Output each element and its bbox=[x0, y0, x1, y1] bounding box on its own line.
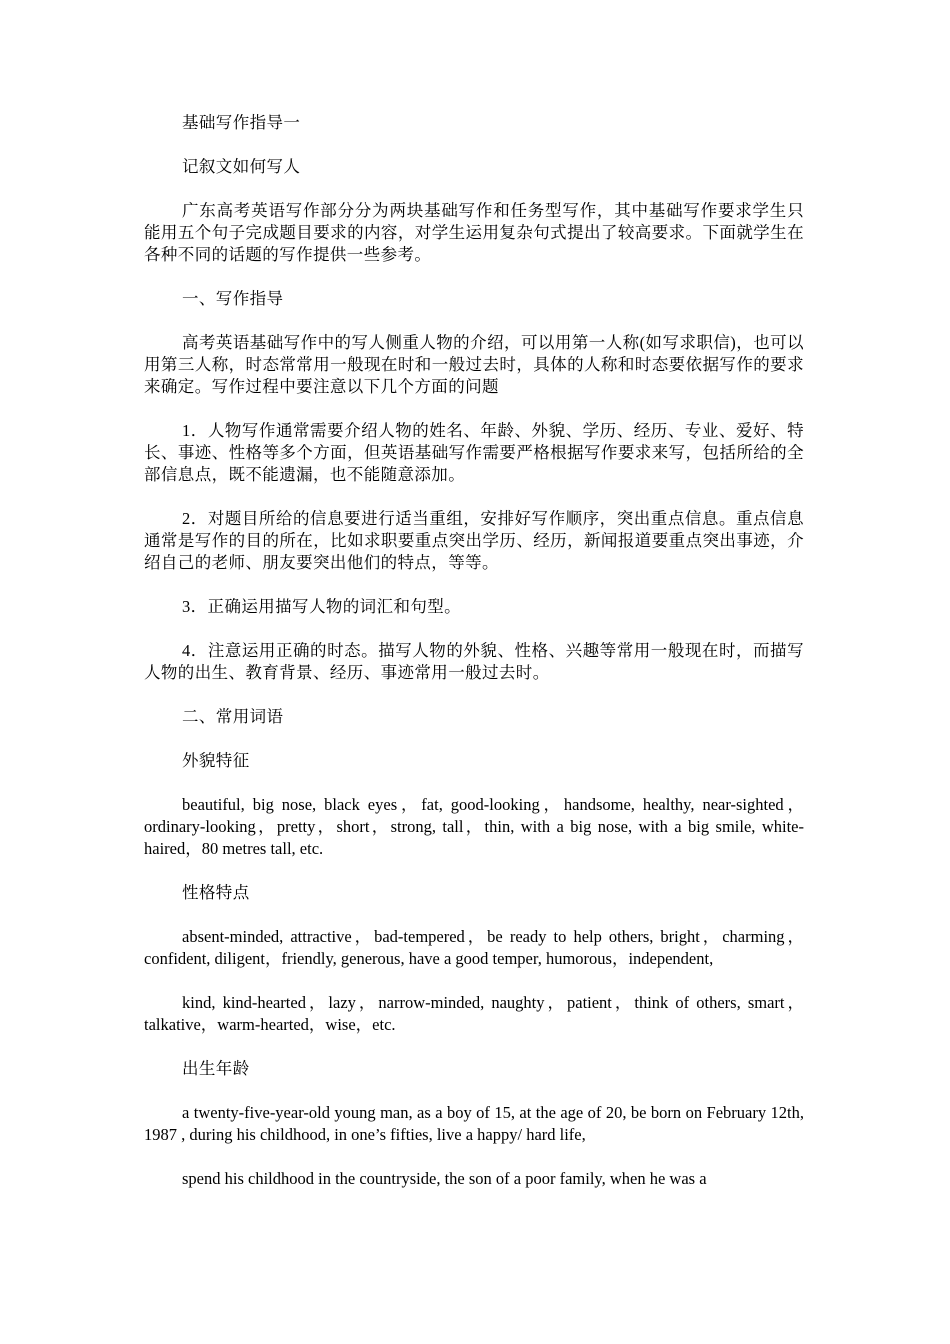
birth-age-words-1: a twenty-five-year-old young man, as a boy of 15, at the age of 20, be born on February 12th, 1987 , during his childhood, in one’s fifties, live a happy/ hard life, bbox=[144, 1103, 804, 1144]
section-heading-writing-guide: 一、写作指导 bbox=[182, 289, 284, 308]
intro-paragraph: 广东高考英语写作部分分为两块基础写作和任务型写作，其中基础写作要求学生只能用五个句子完成题目要求的内容，对学生运用复杂句式提出了较高要求。下面就学生在各种不同的话题的写作提供一些参考。 bbox=[144, 201, 804, 264]
birth-age-words-2: spend his childhood in the countryside, the son of a poor family, when he was a bbox=[182, 1169, 707, 1188]
subheading-birth-age: 出生年龄 bbox=[182, 1059, 250, 1078]
guide-point-2: 2．对题目所给的信息要进行适当重组，安排好写作顺序，突出重点信息。重点信息通常是写作的目的所在，比如求职要重点突出学历、经历，新闻报道要重点突出事迹，介绍自己的老师、朋友要突出他们的特点，等等。 bbox=[144, 509, 804, 572]
guide-point-1: 1．人物写作通常需要介绍人物的姓名、年龄、外貌、学历、经历、专业、爱好、特长、事迹、性格等多个方面，但英语基础写作需要严格根据写作要求来写，包括所给的全部信息点，既不能遗漏，也不能随意添加。 bbox=[144, 421, 804, 484]
guide-point-4: 4．注意运用正确的时态。描写人物的外貌、性格、兴趣等常用一般现在时，而描写人物的出生、教育背景、经历、事迹常用一般过去时。 bbox=[144, 641, 804, 682]
guide-point-3: 3．正确运用描写人物的词汇和句型。 bbox=[182, 597, 462, 616]
subheading-personality: 性格特点 bbox=[182, 883, 250, 902]
guide-paragraph: 高考英语基础写作中的写人侧重人物的介绍，可以用第一人称(如写求职信)，也可以用第三人称，时态常常用一般现在时和一般过去时，具体的人称和时态要依据写作的要求来确定。写作过程中要注意以下几个方面的问题 bbox=[144, 333, 804, 396]
document-subtitle: 记叙文如何写人 bbox=[182, 157, 301, 176]
document-title: 基础写作指导一 bbox=[182, 113, 301, 132]
personality-words-1: absent-minded, attractive，bad-tempered，be ready to help others, bright，charming，confident, diligent，friendly, generous, have a good temper, humorous，independent, bbox=[144, 927, 804, 968]
appearance-words: beautiful, big nose, black eyes，fat, good-looking，handsome, healthy, near-sighted，ordinary-looking，pretty，short，strong, tall，thin, with a big nose, with a big smile, white-haired，80 metres tall, etc. bbox=[144, 795, 804, 858]
personality-words-2: kind, kind-hearted，lazy，narrow-minded, naughty，patient，think of others, smart，talkative，warm-hearted，wise，etc. bbox=[144, 993, 804, 1034]
document-body bbox=[144, 112, 804, 1212]
subheading-appearance: 外貌特征 bbox=[182, 751, 250, 770]
section-heading-common-words: 二、常用词语 bbox=[182, 707, 284, 726]
